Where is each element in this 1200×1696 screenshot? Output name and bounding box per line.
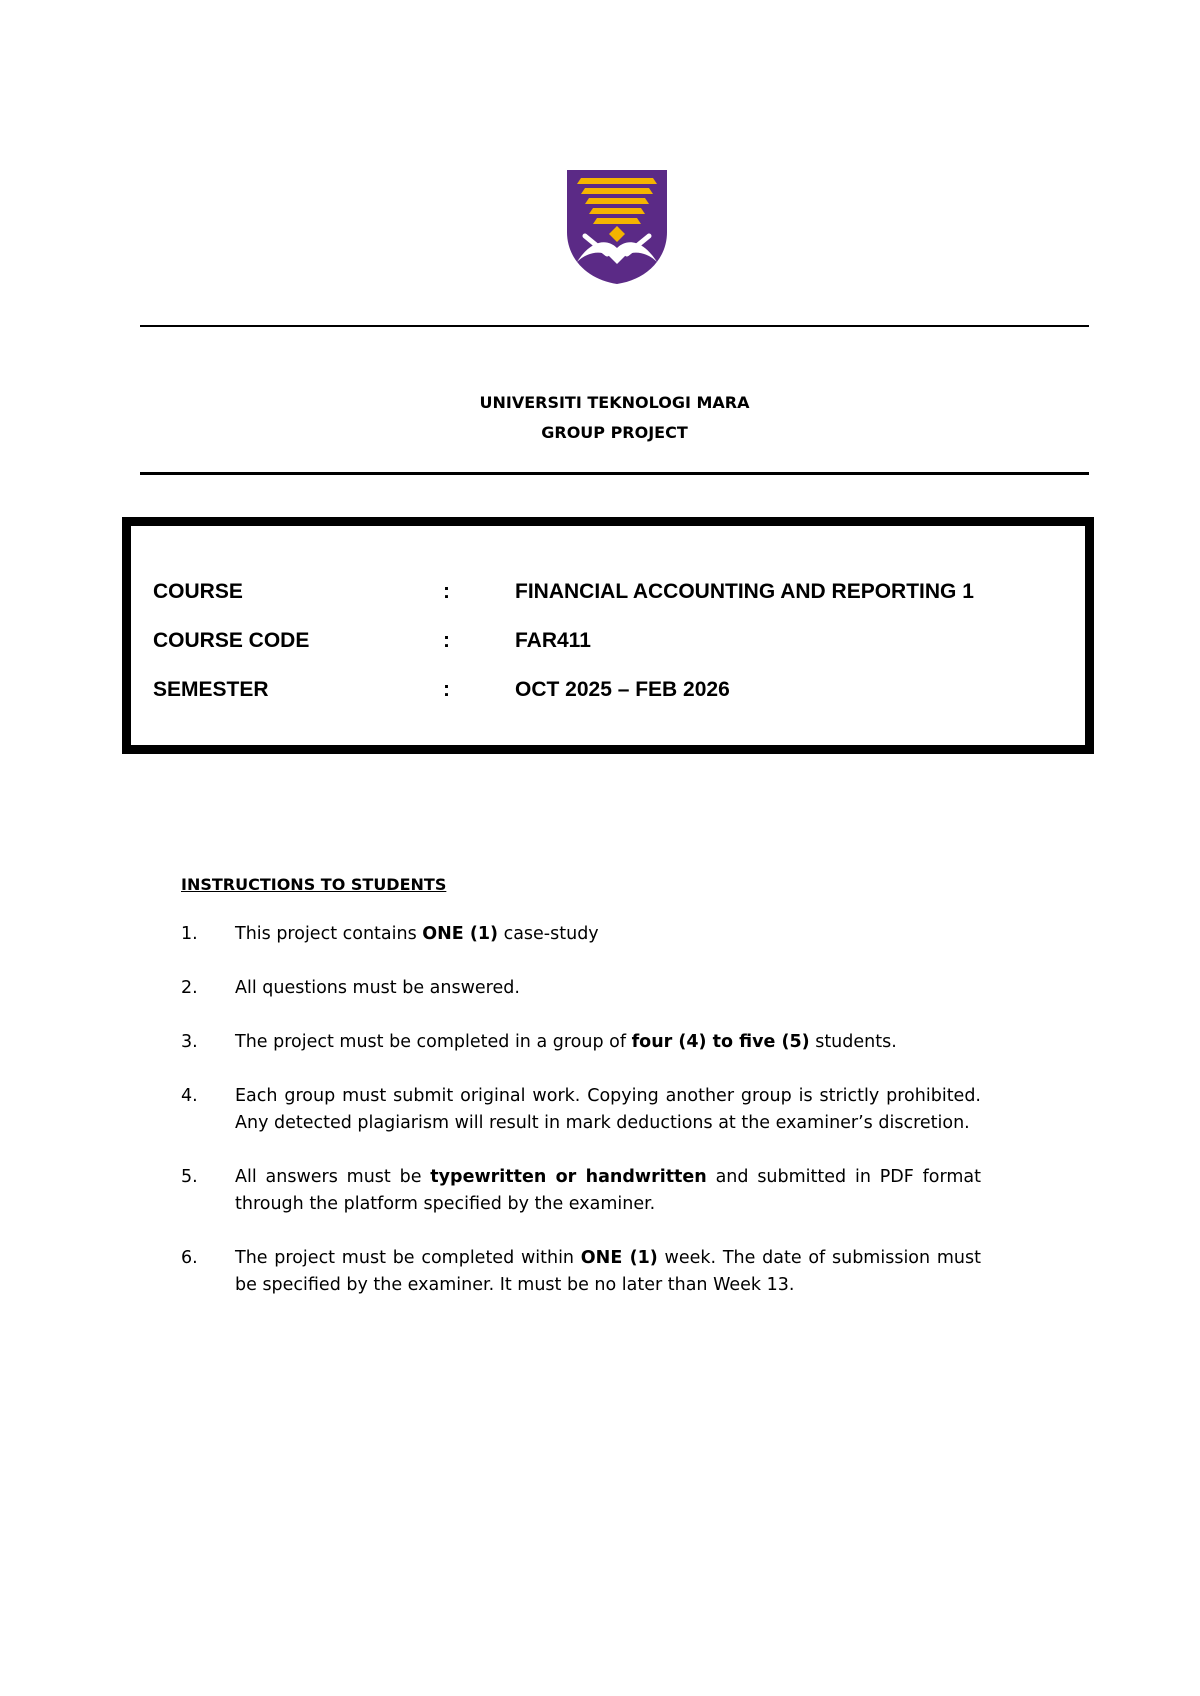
- item-number: 6.: [181, 1248, 198, 1268]
- item-text: The project must be completed in a group of: [235, 1032, 632, 1052]
- course-label: COURSE: [153, 580, 243, 603]
- course-code-colon: :: [443, 629, 450, 652]
- item-text: week. The date of submission must be specified by the examiner. It must be no later than Week 13.: [235, 1248, 981, 1295]
- document-type: GROUP PROJECT: [541, 423, 688, 442]
- course-info-box: [122, 517, 1094, 754]
- instruction-item-4: [181, 1083, 981, 1137]
- bottom-divider: [140, 472, 1089, 475]
- instructions-section: [181, 875, 981, 1326]
- uitm-crest-icon: [567, 170, 667, 284]
- item-text: Each group must submit original work. Copying another group is strictly prohibited. Any detected plagiarism will result in mark deductions at the examiner’s discretion.: [235, 1086, 981, 1133]
- semester-value: OCT 2025 – FEB 2026: [515, 678, 730, 701]
- item-text: All questions must be answered.: [235, 978, 520, 998]
- item-number: 1.: [181, 924, 198, 944]
- instruction-item-5: [181, 1164, 981, 1218]
- item-number: 4.: [181, 1086, 198, 1106]
- item-text: All answers must be: [235, 1167, 431, 1187]
- instruction-item-3: [181, 1029, 981, 1056]
- item-text: The project must be completed within: [235, 1248, 581, 1268]
- item-bold-text: ONE (1): [580, 1248, 658, 1268]
- course-code-label: COURSE CODE: [153, 629, 310, 652]
- top-divider: [140, 325, 1089, 327]
- university-name: UNIVERSITI TEKNOLOGI MARA: [479, 393, 750, 412]
- item-number: 5.: [181, 1167, 198, 1187]
- item-text: students.: [809, 1032, 897, 1052]
- item-bold-text: ONE (1): [422, 924, 499, 944]
- item-text: and submitted in PDF format through the platform specified by the examiner.: [235, 1167, 982, 1214]
- item-number: 2.: [181, 978, 198, 998]
- semester-colon: :: [443, 678, 450, 701]
- semester-label: SEMESTER: [153, 678, 269, 701]
- item-text: This project contains: [235, 924, 423, 944]
- course-value: FINANCIAL ACCOUNTING AND REPORTING 1: [515, 580, 974, 603]
- title-block: [140, 388, 1089, 448]
- instruction-item-6: [181, 1245, 981, 1299]
- item-number: 3.: [181, 1032, 198, 1052]
- item-bold-text: four (4) to five (5): [631, 1032, 810, 1052]
- item-text: case-study: [498, 924, 599, 944]
- course-code-value: FAR411: [515, 629, 591, 652]
- instruction-item-2: [181, 975, 981, 1002]
- instructions-heading: INSTRUCTIONS TO STUDENTS: [181, 875, 447, 894]
- instruction-item-1: [181, 921, 981, 948]
- item-bold-text: typewritten or handwritten: [430, 1167, 707, 1187]
- course-colon: :: [443, 580, 450, 603]
